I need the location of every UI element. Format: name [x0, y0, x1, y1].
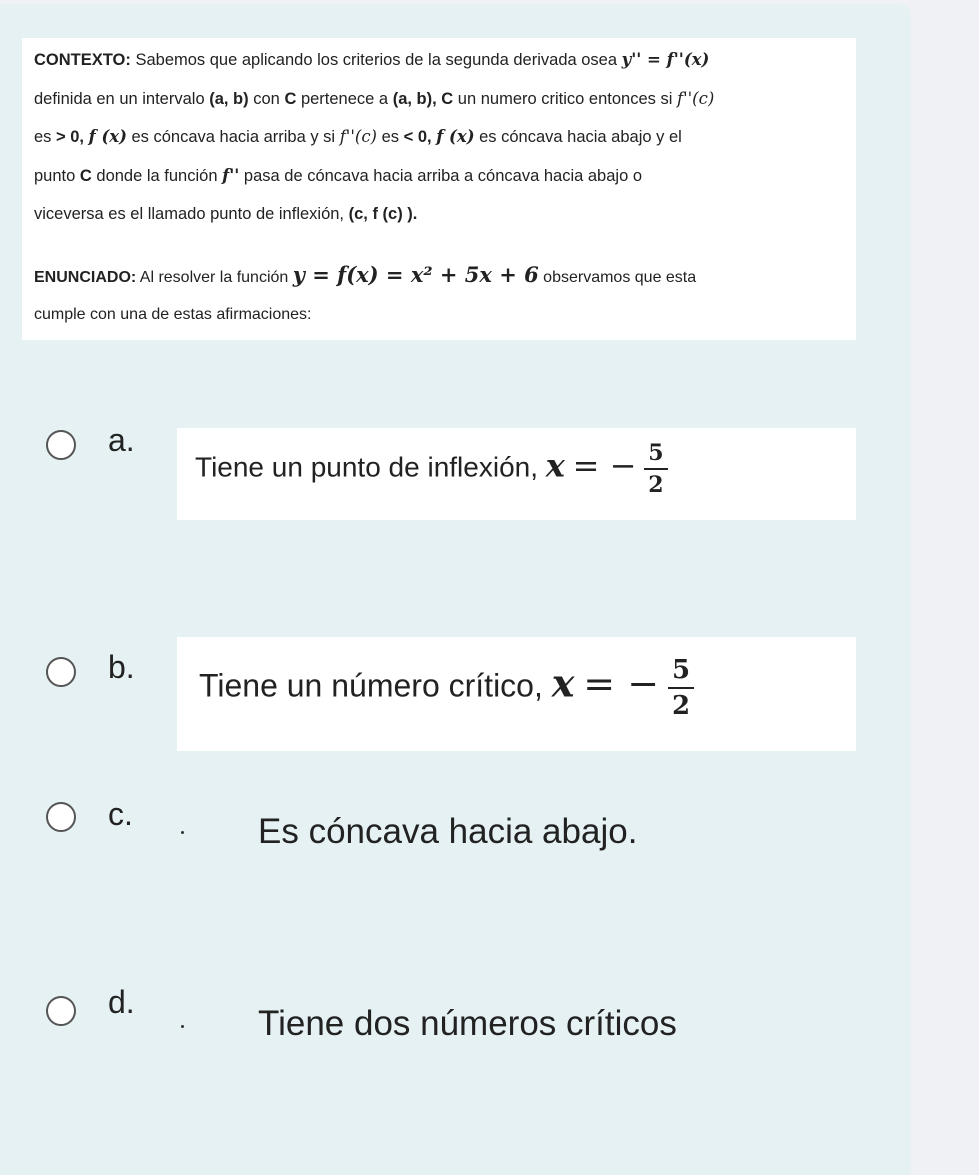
option-letter: b.: [108, 649, 135, 685]
fraction-bar: [668, 687, 694, 689]
denominator: 2: [671, 691, 691, 721]
fraction: [668, 657, 694, 719]
radio-option-a[interactable]: [46, 430, 76, 460]
radio-option-b[interactable]: [46, 657, 76, 687]
fraction-bar: [644, 468, 667, 470]
math-fc: f''(c): [339, 127, 377, 146]
context-text: es cóncava hacia abajo y el: [479, 128, 682, 146]
option-letter: d.: [108, 984, 135, 1020]
math-x: x: [545, 446, 565, 485]
context-text: pasa de cóncava hacia arriba a cóncava hacia abajo o: [243, 167, 643, 185]
option-c-text: Es cóncava hacia abajo.: [258, 812, 638, 851]
bullet-dot: [181, 831, 184, 834]
point-c: C: [79, 167, 92, 185]
numerator: 5: [648, 440, 664, 466]
interval: (a, b): [209, 90, 249, 108]
math-x: x: [551, 660, 575, 706]
context-text: viceversa es el llamado punto de inflexión,: [34, 205, 345, 223]
statement-text: observamos que esta: [543, 269, 697, 286]
option-a-text: [195, 442, 668, 496]
context-line-2: [34, 89, 714, 109]
math-second-derivative: y'' = f''(x): [621, 50, 710, 69]
question-panel: [0, 4, 911, 1175]
math-fc: f''(c): [677, 89, 715, 108]
interval: (a, b), C: [392, 90, 454, 108]
option-text: Tiene un punto de inflexión,: [195, 451, 538, 483]
context-text: un numero critico entonces si: [457, 90, 673, 108]
math-fx: f (x): [88, 127, 127, 146]
math-equals-minus: = −: [572, 446, 637, 485]
inflection-point: (c, f (c) ).: [348, 205, 418, 223]
option-d-text: Tiene dos números críticos: [258, 1004, 677, 1043]
context-text: Sabemos que aplicando los criterios de la segunda derivada osea: [135, 51, 618, 69]
context-line-3: [34, 127, 682, 147]
fraction: [644, 442, 667, 496]
context-line-4: [34, 166, 642, 186]
option-b-box: [177, 637, 856, 751]
option-letter: c.: [108, 796, 133, 832]
context-line-5: [34, 205, 417, 224]
option-b-text: [199, 657, 694, 719]
math-equals-minus: = −: [583, 661, 660, 706]
context-text: con: [253, 90, 280, 108]
context-text: es: [34, 128, 52, 146]
point-c: C: [284, 90, 297, 108]
option-letter: a.: [108, 422, 135, 458]
math-fx: f (x): [436, 127, 475, 146]
context-text: definida en un intervalo: [34, 90, 205, 108]
statement-line-1: [34, 262, 696, 287]
numerator: 5: [671, 655, 691, 685]
context-text: es cóncava hacia arriba y si: [131, 128, 336, 146]
statement-text: cumple con una de estas afirmaciones:: [34, 306, 312, 323]
math-f-second: f'': [222, 166, 240, 185]
denominator: 2: [648, 472, 664, 498]
radio-option-c[interactable]: [46, 802, 76, 832]
greater-than-zero: > 0,: [56, 128, 85, 146]
option-a-box: [177, 428, 856, 520]
statement-line-2: [34, 306, 311, 324]
context-text: donde la función: [96, 167, 218, 185]
context-text: pertenece a: [300, 90, 389, 108]
radio-option-d[interactable]: [46, 996, 76, 1026]
option-text: Tiene un número crítico,: [199, 667, 543, 704]
context-box: [22, 38, 856, 340]
bullet-dot: [181, 1025, 184, 1028]
context-label: CONTEXTO:: [34, 51, 131, 69]
context-text: es: [381, 128, 400, 146]
context-text: punto: [34, 167, 76, 185]
function-equation: y = f(x) = x² + 5x + 6: [292, 262, 539, 287]
less-than-zero: < 0,: [403, 128, 432, 146]
statement-text: Al resolver la función: [139, 269, 289, 286]
context-line-1: [34, 50, 709, 70]
statement-label: ENUNCIADO:: [34, 269, 137, 286]
